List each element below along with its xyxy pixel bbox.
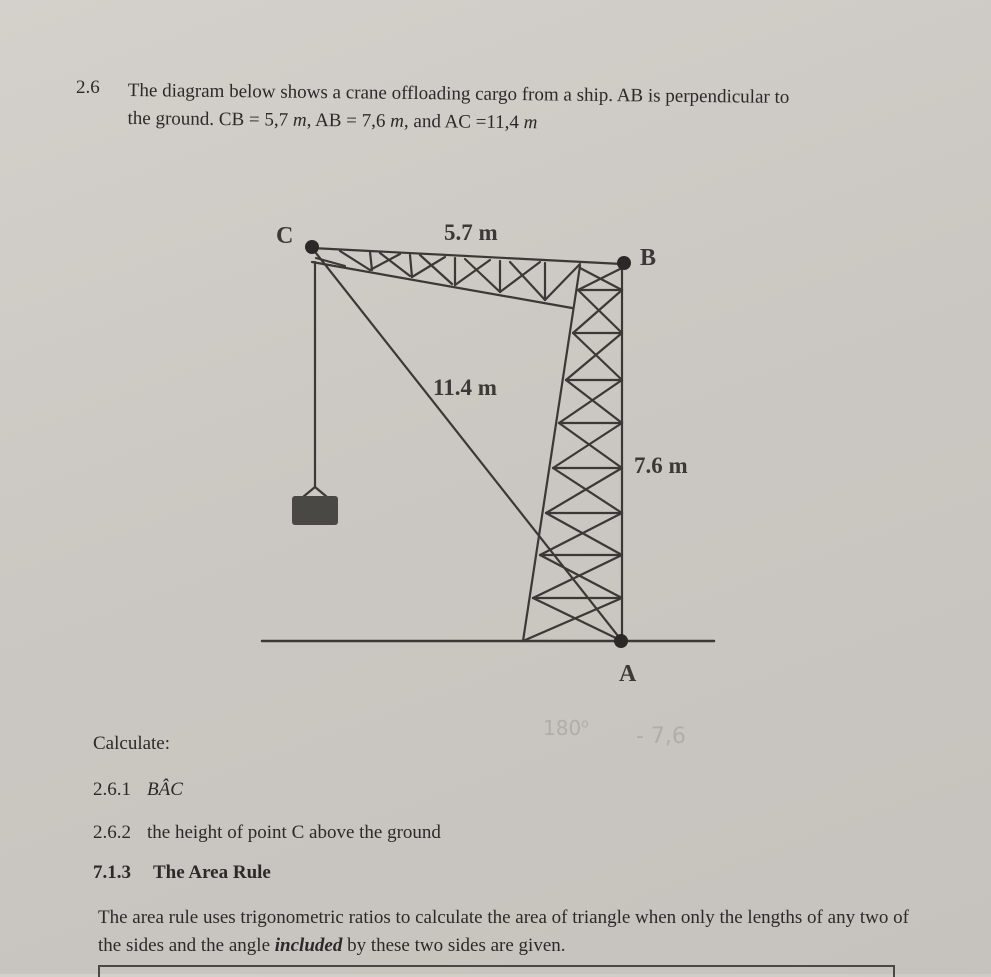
point-a	[614, 634, 628, 648]
unit-m: m	[523, 112, 538, 134]
point-b	[617, 256, 631, 270]
label-ac-length: 11.4 m	[433, 375, 497, 400]
label-c: C	[276, 223, 294, 249]
label-a: A	[619, 661, 637, 687]
sub-question-2-6-1: 2.6.1 BÂC	[93, 779, 183, 800]
sub-question-2-6-2: 2.6.2 the height of point C above the ground	[93, 822, 441, 843]
section-body-text: The area rule uses trigonometric ratios to calculate the area of triangle when only the lengths of any two of the sides and the angle included by these two sides are given.	[98, 907, 909, 956]
given-ab: , AB = 7,6	[306, 109, 391, 132]
formula-box-top	[98, 965, 895, 977]
emphasized-included: included	[274, 935, 343, 956]
question-number: 2.6	[76, 77, 100, 98]
pencil-mark-7-6: - 7,6	[636, 724, 686, 749]
label-b: B	[640, 245, 657, 271]
label-cb-length: 5.7 m	[444, 220, 498, 245]
point-c	[305, 240, 319, 254]
line-ac	[312, 248, 622, 641]
unit-m: m	[390, 110, 405, 132]
given-ac: , and AC =11,4	[403, 110, 524, 134]
cargo-container	[292, 496, 338, 525]
question-line-1: The diagram below shows a crane offloading cargo from a ship. AB is perpendicular to	[127, 79, 790, 108]
label-ab-length: 7.6 m	[634, 453, 688, 478]
pencil-mark-180: 180$^o$	[543, 716, 589, 740]
jib-bottom-chord	[312, 262, 572, 308]
tower-left-leg	[523, 266, 580, 641]
angle-bac: BÂC	[147, 779, 183, 800]
calculate-label: Calculate:	[93, 733, 171, 754]
given-cb: the ground. CB = 5,7	[127, 107, 294, 131]
section-heading: 7.1.3 The Area Rule	[93, 862, 271, 883]
unit-m: m	[292, 109, 307, 131]
